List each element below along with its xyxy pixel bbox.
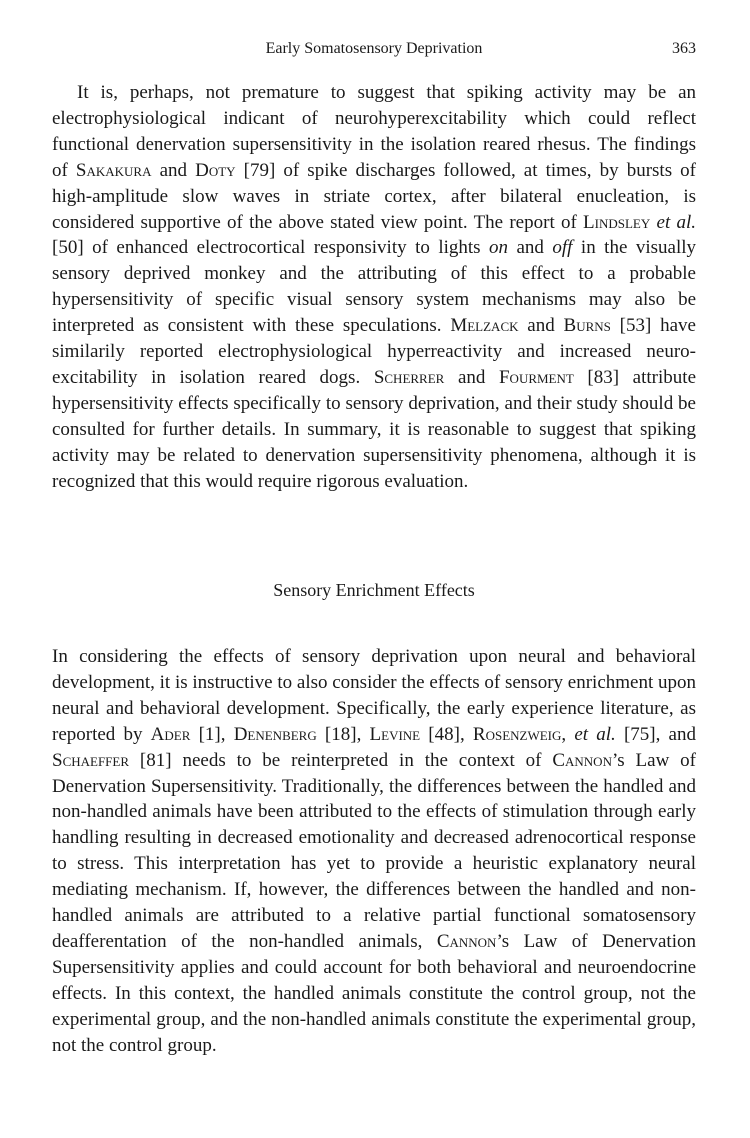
author-name: Denenberg — [233, 723, 317, 745]
author-name: Rosenzweig — [472, 723, 562, 745]
text-run: [48], — [420, 723, 473, 745]
author-name: Cannon — [436, 930, 497, 952]
text-run: [50] of enhanced electrocortical responsivity to lights — [52, 237, 490, 259]
italic-text: on — [489, 237, 509, 259]
author-name: Doty — [195, 159, 236, 181]
text-run: and — [444, 366, 499, 388]
text-run: and — [151, 159, 196, 181]
text-run: and — [508, 237, 553, 259]
text-run: ’s Law of Denervation Supersensitivity. Traditionally, the differences between the handled and non-handled animals have been attributed to the effects of stimulation through early handling resulting in decreased emotionality and decreased adrenocortical response to stress. This interpretation has yet to provide a heuristic explanatory neural mediating mechanism. If, however, the differences between the handled and non-handled animals are attributed to a relative partial functional somatosensory deafferentation of the non-handled animals, — [52, 749, 697, 952]
text-run: , — [561, 723, 575, 745]
text-run: It is, perhaps, not premature to suggest that spiking activity may be an electrophysiological indicant of neurohyperexcitability which could reflect functional denervation supersensitivity in the isolation reared rhesus. The findings of — [52, 82, 696, 181]
italic-text: et al. — [574, 723, 616, 745]
paragraph-spiking-activity — [52, 80, 696, 495]
text-run: [53] have similarily reported electrophysiological hyperreactivity and increased neuro-excitability in isolation reared dogs. — [52, 315, 696, 388]
text-run: [83] attribute hypersensitivity effects specifically to sensory deprivation, and their study should be consulted for further details. In summary, it is reasonable to suggest that spiking activity may be related to denervation supersensitivity phenomena, although it is recognized that this would require rigorous evaluation. — [52, 366, 696, 492]
author-name: Lindsley — [583, 211, 651, 233]
text-run: In considering the effects of sensory deprivation upon neural and behavioral development, it is instructive to also consider the effects of sensory enrichment upon neural and behavioral development. Specifically, the early experience literature, as reported by — [52, 646, 696, 745]
text-run: [1], — [190, 723, 234, 745]
author-name: Fourment — [498, 366, 574, 388]
running-title: Early Somatosensory Deprivation — [265, 40, 483, 57]
author-name: Levine — [369, 723, 421, 745]
italic-text: et al. — [656, 211, 696, 233]
author-name: Burns — [563, 315, 611, 337]
text-run: [79] of spike discharges followed, at times, by bursts of high-amplitude slow waves in striate cortex, after bilateral enucleation, is considered supportive of the above stated view point. The report of — [52, 159, 697, 233]
running-head — [52, 40, 696, 62]
author-name: Sakakura — [75, 159, 152, 181]
author-name: Ader — [150, 723, 191, 745]
section-heading: Sensory Enrichment Effects — [273, 580, 475, 600]
author-name: Scherrer — [373, 366, 445, 388]
paragraph-sensory-enrichment — [52, 644, 696, 1059]
text-run: [81] needs to be reinterpreted in the context of — [129, 749, 553, 771]
page-number: 363 — [672, 40, 696, 57]
author-name: Cannon — [552, 749, 612, 771]
author-name: Melzack — [450, 315, 519, 337]
text-run: in the visually sensory deprived monkey and the attributing of this effect to a probable hypersensitivity of specific visual sensory system mechanisms may also be interpreted as consistent with these speculations. — [52, 237, 697, 337]
italic-text: off — [552, 237, 573, 259]
text-run: and — [518, 315, 564, 337]
text-run: ’s Law of Denervation Supersensitivity applies and could account for both behavioral and neuroendocrine effects. In this context, the handled animals constitute the control group, not the experimental group, and the non-handled animals constitute the experimental group, not the control group. — [52, 930, 696, 1056]
text-run: [18], — [316, 723, 370, 745]
author-name: Schaeffer — [52, 749, 130, 771]
text-run: [75], and — [615, 723, 696, 745]
